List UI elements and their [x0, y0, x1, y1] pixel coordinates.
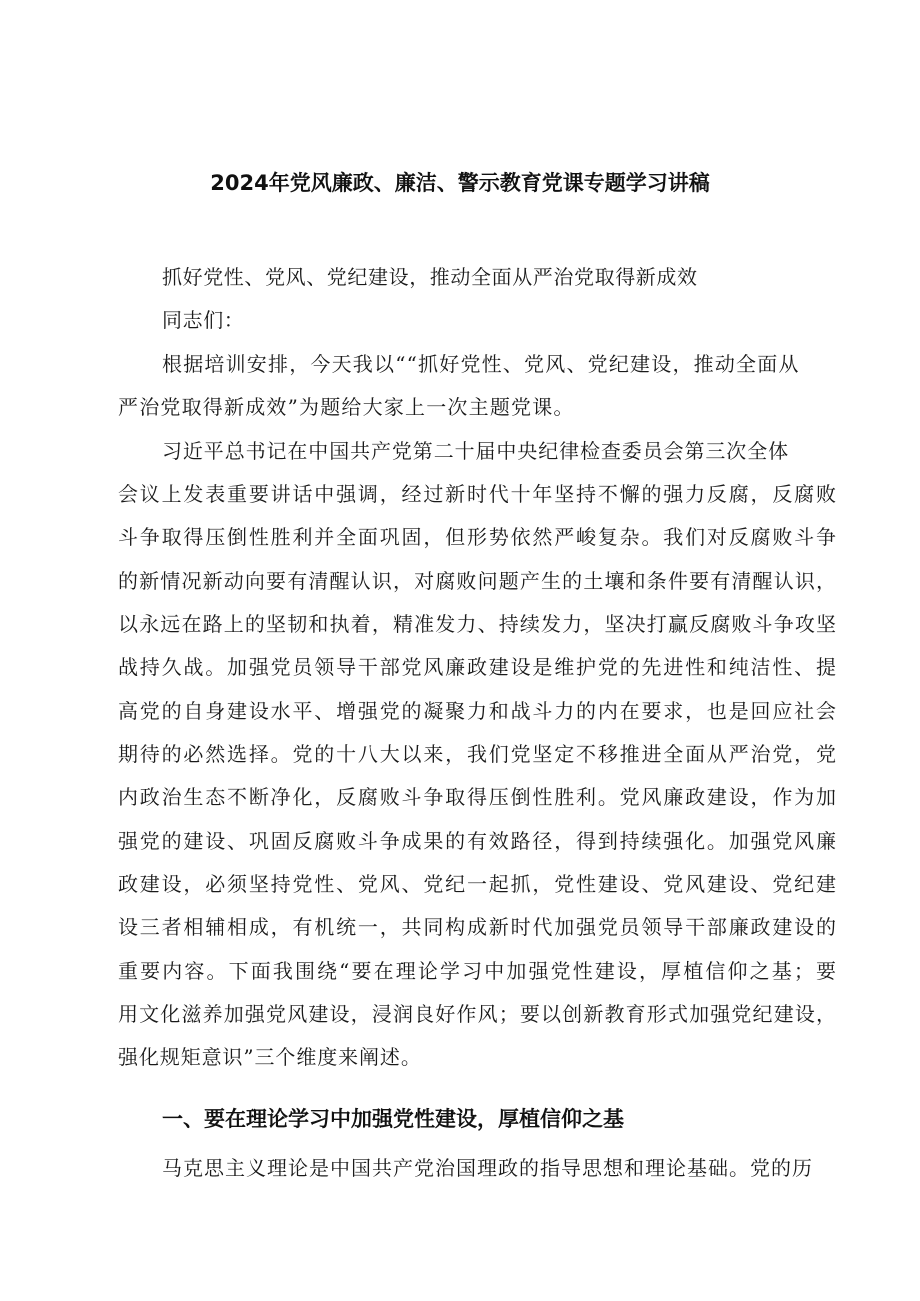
intro-line: 严治党取得新成效”为题给大家上一次主题党课。 — [118, 395, 575, 419]
body-line: 强党的建设、巩固反腐败斗争成果的有效路径，得到持续强化。加强党风廉 — [118, 829, 836, 853]
section-first-line: 马克思主义理论是中国共产党治国理政的指导思想和理论基础。党的历 — [162, 1156, 813, 1180]
subtitle: 抓好党性、党风、党纪建设，推动全面从严治党取得新成效 — [162, 265, 698, 289]
body-line: 战持久战。加强党员领导干部党风廉政建设是维护党的先进性和纯洁性、提 — [118, 655, 836, 679]
body-line: 重要内容。下面我围绕“要在理论学习中加强党性建设，厚植信仰之基；要 — [118, 959, 836, 983]
body-line: 以永远在路上的坚韧和执着，精准发力、持续发力，坚决打赢反腐败斗争攻坚 — [118, 612, 836, 636]
body-line: 的新情况新动向要有清醒认识，对腐败问题产生的土壤和条件要有清醒认识， — [118, 569, 836, 593]
salutation: 同志们： — [162, 308, 245, 332]
body-line: 用文化滋养加强党风建设，浸润良好作风；要以创新教育形式加强党纪建设， — [118, 1002, 836, 1026]
body-line: 政建设，必须坚持党性、党风、党纪一起抓，党性建设、党风建设、党纪建 — [118, 872, 836, 896]
body-line: 会议上发表重要讲话中强调，经过新时代十年坚持不懈的强力反腐，反腐败 — [118, 482, 836, 506]
body-line: 斗争取得压倒性胜利并全面巩固，但形势依然严峻复杂。我们对反腐败斗争 — [118, 525, 836, 549]
body-line: 内政治生态不断净化，反腐败斗争取得压倒性胜利。党风廉政建设，作为加 — [118, 785, 836, 809]
body-line: 设三者相辅相成，有机统一，共同构成新时代加强党员领导干部廉政建设的 — [118, 915, 836, 939]
document-title: 2024年党风廉政、廉洁、警示教育党课专题学习讲稿 — [210, 171, 710, 195]
body-line: 习近平总书记在中国共产党第二十届中央纪律检查委员会第三次全体 — [162, 439, 789, 463]
intro-line: 根据培训安排，今天我以““抓好党性、党风、党纪建设，推动全面从 — [162, 352, 800, 376]
body-line: 强化规矩意识”三个维度来阐述。 — [118, 1045, 422, 1069]
body-line: 期待的必然选择。党的十八大以来，我们党坚定不移推进全面从严治党，党 — [118, 742, 836, 766]
section-heading: 一、要在理论学习中加强党性建设，厚植信仰之基 — [162, 1107, 624, 1131]
body-line: 高党的自身建设水平、增强党的凝聚力和战斗力的内在要求，也是回应社会 — [118, 699, 836, 723]
